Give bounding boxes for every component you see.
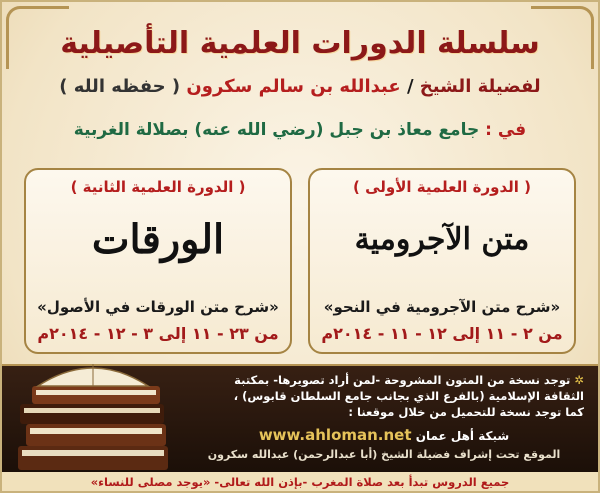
sheikh-label: لفضيلة الشيخ — [419, 76, 541, 97]
calligraphy-waraqat: الورقات — [91, 216, 225, 263]
footer-note: جميع الدروس تبدأ بعد صلاة المغرب -بإذن الله تعالى- «يوجد مصلى للنساء» — [2, 472, 598, 493]
poster-title: سلسلة الدورات العلمية التأصيلية — [60, 26, 540, 61]
location-line — [2, 120, 598, 140]
info-line: الثقافة الإسلامية (بالفرع الذي بجانب جامع السلطان قابوس) ، — [233, 389, 584, 403]
network-line — [184, 426, 584, 444]
location-prefix: في : — [485, 120, 527, 140]
supervision-note: الموقع تحت إشراف فضيلة الشيخ (أبا عبدالرحمن) عبدالله سكرون — [207, 448, 561, 461]
course-heading: ( الدورة العلمية الثانية ) — [70, 178, 246, 196]
course-card-first — [308, 168, 576, 354]
course-dates: من ٢٣ - ١١ إلى ٣ - ١٢ - ٢٠١٤م — [37, 324, 279, 343]
info-line: كما توجد نسخة للتحميل من خلال موقعنا : — [348, 405, 584, 419]
network-label: شبكة أهل عمان — [415, 429, 510, 443]
location-place: جامع معاذ بن جبل (رضي الله عنه) بصلالة الغربية — [73, 120, 480, 140]
info-panel — [2, 364, 598, 474]
sheikh-line — [2, 76, 598, 97]
honorific: ( حفظه الله ) — [59, 76, 181, 97]
website-link[interactable]: www.ahloman.net — [258, 426, 412, 444]
course-heading: ( الدورة العلمية الأولى ) — [353, 178, 531, 196]
books-stack-icon — [8, 346, 178, 476]
info-line-text: توجد نسخة من المتون المشروحة -لمن أراد تصويرها- بمكتبة — [234, 373, 571, 387]
info-line — [184, 372, 584, 388]
course-card-second — [24, 168, 292, 354]
calligraphy-ajrumiyya: متن الآجرومية — [354, 222, 530, 257]
separator: / — [406, 76, 414, 97]
sheikh-name: عبدالله بن سالم سكرون — [186, 76, 401, 97]
star-icon: ✲ — [574, 373, 584, 387]
course-dates: من ٢ - ١١ إلى ١٢ - ١١ - ٢٠١٤م — [321, 324, 563, 343]
course-subtitle: «شرح متن الآجرومية في النحو» — [323, 298, 561, 316]
info-text — [184, 372, 584, 420]
course-subtitle: «شرح متن الورقات في الأصول» — [37, 298, 279, 316]
